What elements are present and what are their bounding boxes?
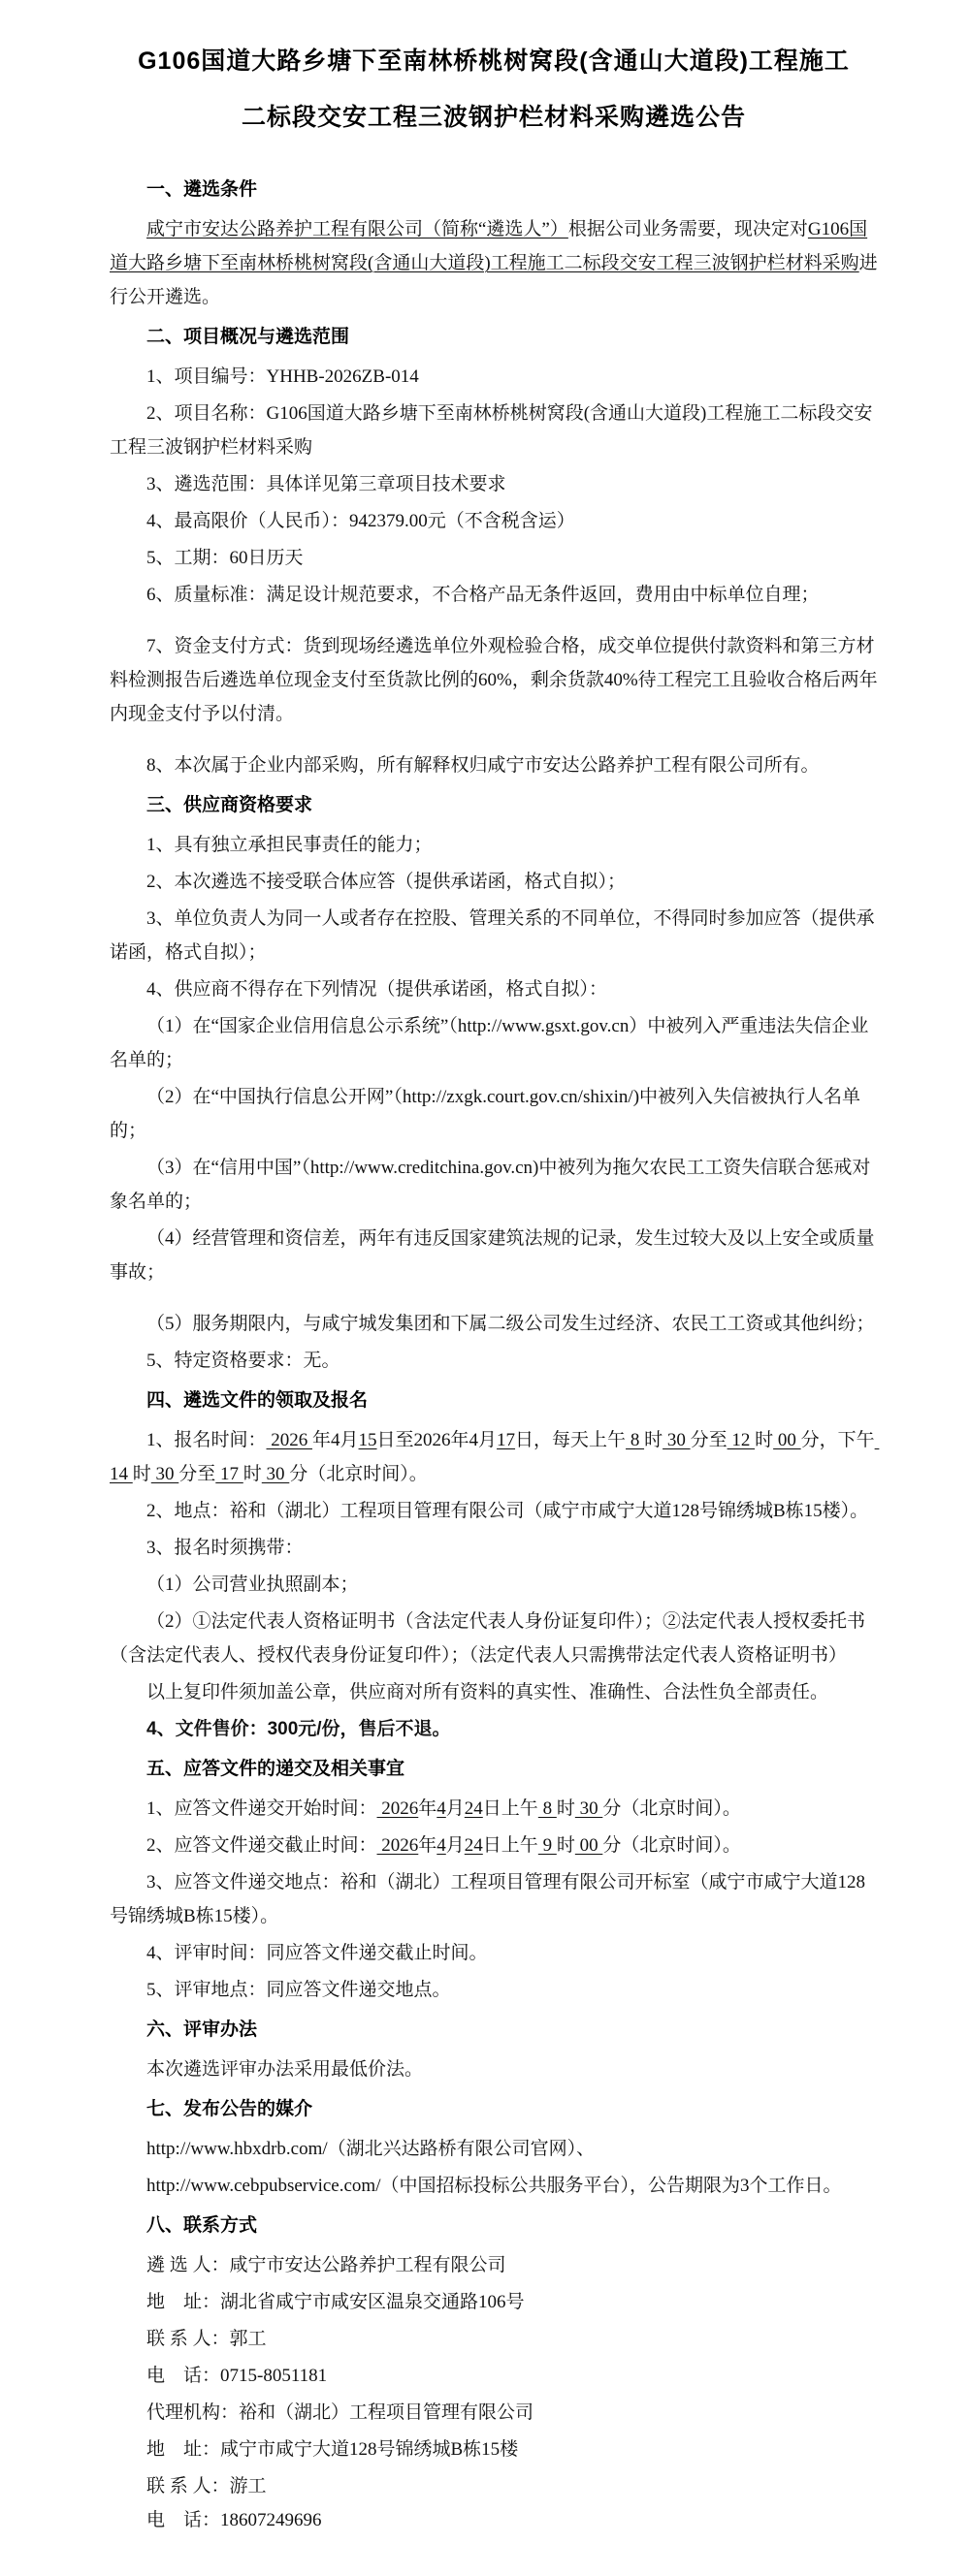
selector-phone: [146, 2359, 878, 2393]
section-heading-1: [110, 173, 878, 207]
internal-procurement-note: [110, 748, 878, 782]
underlined-text: 9: [537, 1835, 557, 1856]
qualification-1: [110, 828, 878, 862]
text-run: 本次遴选评审办法采用最低价法。: [146, 2059, 424, 2080]
agency-name: [146, 2396, 878, 2430]
qualification-2: [110, 865, 878, 899]
text-run: 代理机构：裕和（湖北）工程项目管理有限公司: [146, 2402, 534, 2423]
agency-address: [146, 2433, 878, 2466]
max-price: [110, 504, 878, 538]
text-run: 3、报名时须携带：: [146, 1538, 304, 1558]
selection-condition-paragraph: [110, 212, 878, 314]
text-run: （2）在“中国执行信息公开网”（http://zxgk.court.gov.cn/shixin/)中被列入失信被执行人名单的；: [110, 1087, 861, 1141]
text-run: （4）经营管理和资信差，两年有违反国家建筑法规的记录，发生过较大及以上安全或质量事故；: [110, 1228, 875, 1283]
underlined-text: G106国道大路乡塘下至南林桥桃树窝段(含通山大道段)工程施工二标段交安工程三波钢护栏材料采购: [110, 219, 868, 273]
text-run: 联 系 人：游工: [146, 2476, 267, 2496]
qualification-4-5: [110, 1307, 878, 1341]
underlined-text: 30: [574, 1798, 603, 1819]
text-run: （1）公司营业执照副本；: [146, 1574, 359, 1595]
review-method: [146, 2052, 878, 2086]
selector-address: [146, 2285, 878, 2319]
underlined-text: 00: [773, 1430, 801, 1450]
underlined-text: 24: [464, 1835, 483, 1856]
text-run: 时: [242, 1464, 262, 1484]
project-number: [110, 360, 878, 394]
text-run: （5）服务期限内，与咸宁城发集团和下属二级公司发生过经济、农民工工资或其他纠纷；: [146, 1314, 875, 1334]
text-run: 5、评审地点：同应答文件递交地点。: [146, 1980, 451, 2000]
agency-phone: [146, 2503, 878, 2537]
registration-place: [110, 1494, 878, 1528]
text-run: 年: [418, 1798, 437, 1819]
underlined-text: 30: [663, 1430, 691, 1450]
project-name: [110, 397, 878, 464]
text-run: 5、工期：60日历天: [146, 548, 304, 568]
text-run: 七、发布公告的媒介: [146, 2099, 313, 2119]
text-run: （2）①法定代表人资格证明书（含法定代表人身份证复印件）；②法定代表人授权委托书（含法定代表人、授权代表身份证复印件）；（法定代表人只需携带法定代表人资格证明书）: [110, 1611, 866, 1666]
text-run: 三、供应商资格要求: [146, 795, 313, 815]
document-title-line1: G106国道大路乡塘下至南林桥桃树窝段(含通山大道段)工程施工: [138, 48, 850, 75]
response-deadline: [110, 1829, 878, 1862]
text-run: 时: [556, 1835, 575, 1856]
underlined-text: 24: [464, 1798, 483, 1819]
text-run: 1、应答文件递交开始时间：: [146, 1798, 377, 1819]
registration-bring-2: [110, 1605, 878, 1672]
text-run: 遴 选 人：咸宁市安达公路养护工程有限公司: [146, 2255, 506, 2275]
payment-method: [110, 629, 878, 731]
text-run: 1、具有独立承担民事责任的能力；: [146, 835, 433, 855]
text-run: 2、项目名称：G106国道大路乡塘下至南林桥桃树窝段(含通山大道段)工程施工二标段交安工程三波钢护栏材料采购: [110, 403, 873, 458]
text-run: 地 址：湖北省咸宁市咸安区温泉交通路106号: [146, 2292, 525, 2312]
registration-time: [110, 1423, 878, 1491]
selector-name: [146, 2248, 878, 2282]
text-run: 电 话：18607249696: [146, 2510, 322, 2530]
review-time: [146, 1936, 878, 1970]
qualification-4-1: [110, 1009, 878, 1077]
text-run: 二、项目概况与遴选范围: [146, 327, 350, 347]
section-heading-5: [110, 1752, 878, 1786]
qualification-4: [110, 972, 878, 1006]
text-run: （1）在“国家企业信用信息公示系统”（http://www.gsxt.gov.cn）中被列入严重违法失信企业名单的；: [110, 1016, 869, 1070]
underlined-text: 15: [358, 1430, 377, 1450]
text-run: 3、遴选范围：具体详见第三章项目技术要求: [146, 474, 506, 494]
text-run: 分（北京时间）。: [602, 1835, 741, 1856]
text-run: （3）在“信用中国”（http://www.creditchina.gov.cn)中被列为拖欠农民工工资失信联合惩戒对象名单的；: [110, 1158, 871, 1212]
qualification-3: [110, 902, 878, 970]
qualification-4-2: [110, 1080, 878, 1148]
text-run: 年4月: [312, 1430, 359, 1450]
qualification-4-4: [110, 1222, 878, 1289]
section-heading-8: [110, 2209, 878, 2242]
underlined-text: 8: [626, 1430, 645, 1450]
text-run: 分至: [178, 1464, 216, 1484]
text-run: 日上午: [482, 1835, 538, 1856]
text-run: 4、评审时间：同应答文件递交截止时间。: [146, 1943, 488, 1963]
underlined-text: 17: [497, 1430, 516, 1450]
underlined-text: 4: [436, 1835, 446, 1856]
qualification-5: [110, 1344, 878, 1378]
text-run: 4、供应商不得存在下列情况（提供承诺函，格式自拟）：: [146, 979, 608, 1000]
text-run: 年: [418, 1835, 437, 1856]
underlined-text: 12: [727, 1430, 756, 1450]
text-run: 5、特定资格要求：无。: [146, 1351, 340, 1371]
section-heading-7: [110, 2092, 878, 2126]
text-run: http://www.cebpubservice.com/（中国招标投标公共服务平台），公告期限为3个工作日。: [146, 2176, 842, 2196]
section-heading-3: [110, 788, 878, 822]
text-run: 联 系 人：郭工: [146, 2329, 267, 2349]
underlined-text: 8: [537, 1798, 557, 1819]
underlined-text: 2026: [376, 1835, 419, 1856]
duration: [110, 541, 878, 575]
underlined-text: 2026: [266, 1430, 313, 1450]
document-header: [110, 37, 878, 142]
underlined-text: 17: [215, 1464, 243, 1484]
copy-seal-note: [110, 1675, 878, 1709]
text-run: 4、最高限价（人民币）：942379.00元（不含税含运）: [146, 511, 575, 531]
document-price: [110, 1712, 878, 1746]
text-run: 2、本次遴选不接受联合体应答（提供承诺函，格式自拟）；: [146, 872, 627, 892]
text-run: 一、遴选条件: [146, 179, 258, 200]
qualification-4-3: [110, 1151, 878, 1219]
text-run: 7、资金支付方式：货到现场经遴选单位外观检验合格，成交单位提供付款资料和第三方材料检测报告后遴选单位现金支付至货款比例的60%，剩余货款40%待工程完工且验收合格后两年内现金支付予以付清。: [110, 636, 878, 724]
text-run: 8、本次属于企业内部采购，所有解释权归咸宁市安达公路养护工程有限公司所有。: [146, 755, 820, 776]
underlined-text: 2026: [376, 1798, 419, 1819]
text-run: 2、地点：裕和（湖北）工程项目管理有限公司（咸宁市咸宁大道128号锦绣城B栋15楼）。: [146, 1501, 869, 1521]
text-run: 2、应答文件递交截止时间：: [146, 1835, 377, 1856]
registration-bring-1: [110, 1568, 878, 1602]
text-run: 根据公司业务需要，现决定对: [567, 219, 808, 239]
text-run: 四、遴选文件的领取及报名: [146, 1390, 369, 1411]
text-run: 电 话：0715-8051181: [146, 2366, 328, 2386]
media-url-2: [146, 2169, 878, 2203]
document-title-line2: 二标段交安工程三波钢护栏材料采购遴选公告: [241, 104, 746, 131]
text-run: 进行公开遴选。: [110, 253, 878, 307]
text-run: 时: [556, 1798, 575, 1819]
text-run: http://www.hbxdrb.com/（湖北兴达路桥有限公司官网）、: [146, 2139, 596, 2159]
text-run: 分（北京时间）。: [289, 1464, 428, 1484]
text-run: 6、质量标准：满足设计规范要求，不合格产品无条件返回，费用由中标单位自理；: [146, 585, 820, 605]
text-run: 以上复印件须加盖公章，供应商对所有资料的真实性、准确性、合法性负全部责任。: [146, 1682, 829, 1702]
text-run: 时: [755, 1430, 774, 1450]
text-run: 五、应答文件的递交及相关事宜: [146, 1759, 405, 1779]
underlined-text: 14: [110, 1430, 880, 1484]
text-run: 分至: [690, 1430, 728, 1450]
agency-contact: [146, 2469, 878, 2503]
text-run: 3、应答文件递交地点：裕和（湖北）工程项目管理有限公司开标室（咸宁市咸宁大道128号锦绣城B栋15楼）。: [110, 1872, 866, 1926]
underlined-text: 30: [150, 1464, 179, 1484]
document-body: [110, 173, 878, 2537]
section-heading-6: [110, 2013, 878, 2047]
section-heading-2: [110, 320, 878, 354]
section-heading-4: [110, 1383, 878, 1417]
media-url-1: [146, 2132, 878, 2166]
text-run: 时: [644, 1430, 663, 1450]
text-run: 日，每天上午: [515, 1430, 627, 1450]
selection-scope: [110, 467, 878, 501]
registration-bring: [110, 1531, 878, 1565]
text-run: 日上午: [482, 1798, 538, 1819]
response-place: [110, 1865, 878, 1933]
quality-standard: [110, 578, 878, 612]
text-run: 4、文件售价：300元/份，售后不退。: [146, 1719, 451, 1739]
underlined-text: 4: [436, 1798, 446, 1819]
text-run: 月: [445, 1835, 465, 1856]
text-run: 八、联系方式: [146, 2215, 258, 2236]
text-run: 1、项目编号：YHHB-2026ZB-014: [146, 366, 419, 387]
text-run: 分，下午: [800, 1430, 875, 1450]
underlined-text: 00: [574, 1835, 603, 1856]
underlined-text: 30: [261, 1464, 290, 1484]
text-run: 月: [445, 1798, 465, 1819]
text-run: 六、评审办法: [146, 2019, 258, 2040]
text-run: 分（北京时间）。: [602, 1798, 741, 1819]
underlined-text: 咸宁市安达公路养护工程有限公司（简称“遴选人”）: [146, 219, 568, 239]
text-run: 时: [132, 1464, 151, 1484]
review-place: [146, 1973, 878, 2007]
text-run: 日至2026年4月: [376, 1430, 498, 1450]
text-run: 3、单位负责人为同一人或者存在控股、管理关系的不同单位，不得同时参加应答（提供承诺函，格式自拟）；: [110, 908, 875, 963]
response-start-time: [110, 1792, 878, 1826]
text-run: 1、报名时间：: [146, 1430, 267, 1450]
text-run: 地 址：咸宁市咸宁大道128号锦绣城B栋15楼: [146, 2439, 519, 2460]
selector-contact: [146, 2322, 878, 2356]
